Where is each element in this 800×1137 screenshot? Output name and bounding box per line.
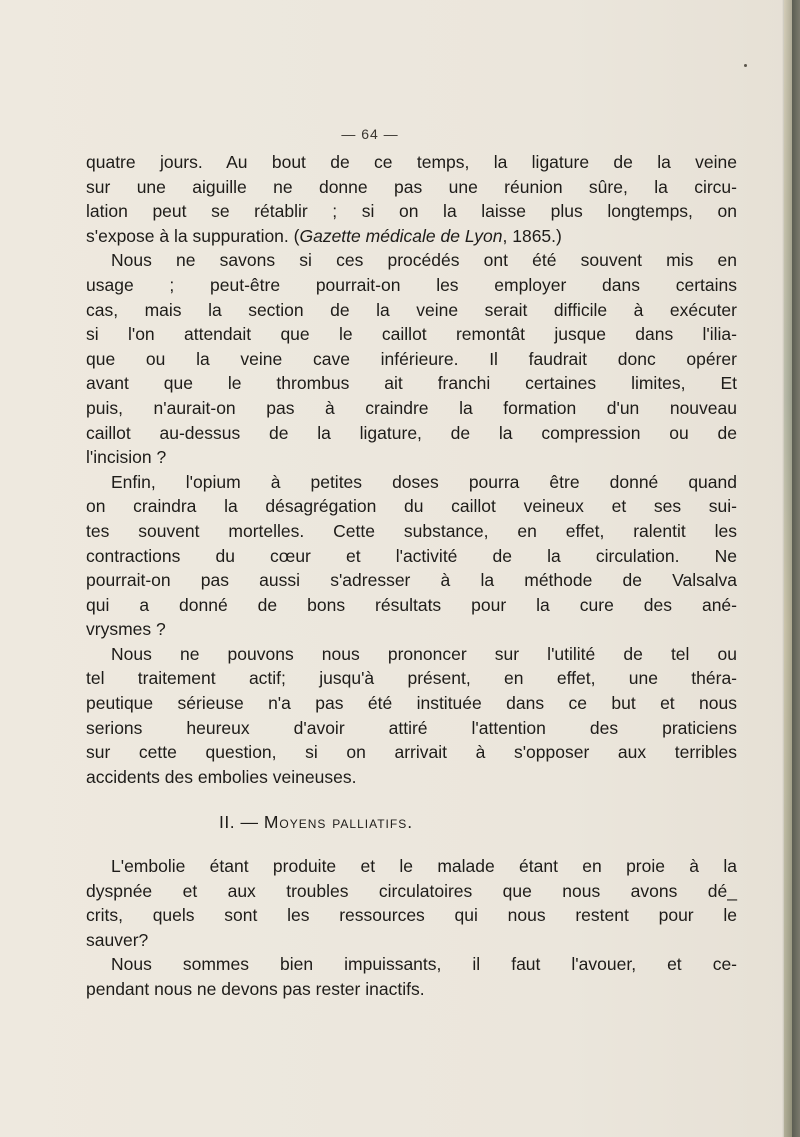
text-line: quatre jours. Au bout de ce temps, la ligature de la veine (86, 152, 737, 172)
paragraph (86, 642, 737, 790)
text-line: contractions du cœur et l'activité de la circulation. Ne (86, 545, 737, 566)
text-line: dyspnée et aux troubles circulatoires que nous avons dé_ (86, 880, 737, 901)
text-line: sur cette question, si on arrivait à s'opposer aux terribles (86, 742, 737, 763)
page-edge-shadow (782, 0, 800, 1137)
text-line: puis, n'aurait-on pas à craindre la formation d'un nouveau (86, 397, 737, 418)
text-line: serions heureux d'avoir attiré l'attention des praticiens (86, 717, 737, 738)
text-line: Nous ne savons si ces procédés ont été souvent mis en (111, 250, 737, 271)
text-line: vrysmes ? (86, 619, 166, 640)
paragraph (86, 952, 737, 1001)
text-line: Enfin, l'opium à petites doses pourra être donné quand (111, 471, 737, 492)
text-line: qui a donné de bons résultats pour la cure des ané- (86, 594, 737, 615)
text-line: L'embolie étant produite et le malade étant en proie à la (111, 856, 737, 877)
spacer (86, 835, 737, 854)
ink-speck (744, 64, 747, 67)
text-line: tel traitement actif; jusqu'à présent, en effet, une théra- (86, 668, 737, 689)
text-line: usage ; peut-être pourrait-on les employer dans certains (86, 274, 737, 295)
text-line: l'incision ? (86, 447, 167, 468)
citation-title: Gazette médicale de Lyon (299, 225, 503, 246)
paragraph (86, 470, 737, 642)
text-line: Nous ne pouvons nous prononcer sur l'utilité de tel ou (111, 643, 737, 664)
text-line: on craindra la désagrégation du caillot veineux et ses sui- (86, 496, 737, 517)
text-line (86, 224, 737, 249)
text-line-suffix: , 1865.) (502, 225, 562, 246)
body-text (86, 150, 737, 1002)
text-line: pendant nous ne devons pas rester inactifs. (86, 979, 425, 999)
text-line: pourrait-on pas aussi s'adresser à la méthode de Valsalva (86, 570, 737, 591)
section-number: II. (219, 812, 236, 833)
paragraph (86, 248, 737, 469)
text-line: peutique sérieuse n'a pas été instituée dans ce but et nous (86, 693, 737, 714)
text-line: si l'on attendait que le caillot remontât jusque dans l'ilia- (86, 324, 737, 345)
text-line: crits, quels sont les ressources qui nous restent pour le (86, 905, 737, 926)
text-line-prefix: s'expose à la suppuration. ( (86, 225, 300, 246)
text-line: sur une aiguille ne donne pas une réunion sûre, la circu- (86, 176, 737, 197)
paragraph (86, 854, 737, 952)
text-line: lation peut se rétablir ; si on la laisse plus longtemps, on (86, 201, 737, 222)
paragraph (86, 150, 737, 248)
text-line: caillot au-dessus de la ligature, de la compression ou de (86, 422, 737, 443)
section-heading (86, 810, 737, 835)
text-line: avant que le thrombus ait franchi certaines limites, Et (86, 373, 737, 394)
text-line: accidents des embolies veineuses. (86, 766, 357, 787)
spacer (86, 789, 737, 810)
page-number: — 64 — (341, 126, 399, 142)
section-dash: — (240, 812, 259, 833)
text-line: cas, mais la section de la veine serait difficile à exécuter (86, 299, 737, 320)
text-line: que ou la veine cave inférieure. Il faudrait donc opérer (86, 348, 737, 369)
section-title: Moyens palliatifs. (263, 812, 414, 833)
text-line: tes souvent mortelles. Cette substance, en effet, ralentit les (86, 520, 737, 541)
text-line: Nous sommes bien impuissants, il faut l'avouer, et ce- (111, 954, 737, 975)
text-line: sauver? (86, 929, 149, 950)
